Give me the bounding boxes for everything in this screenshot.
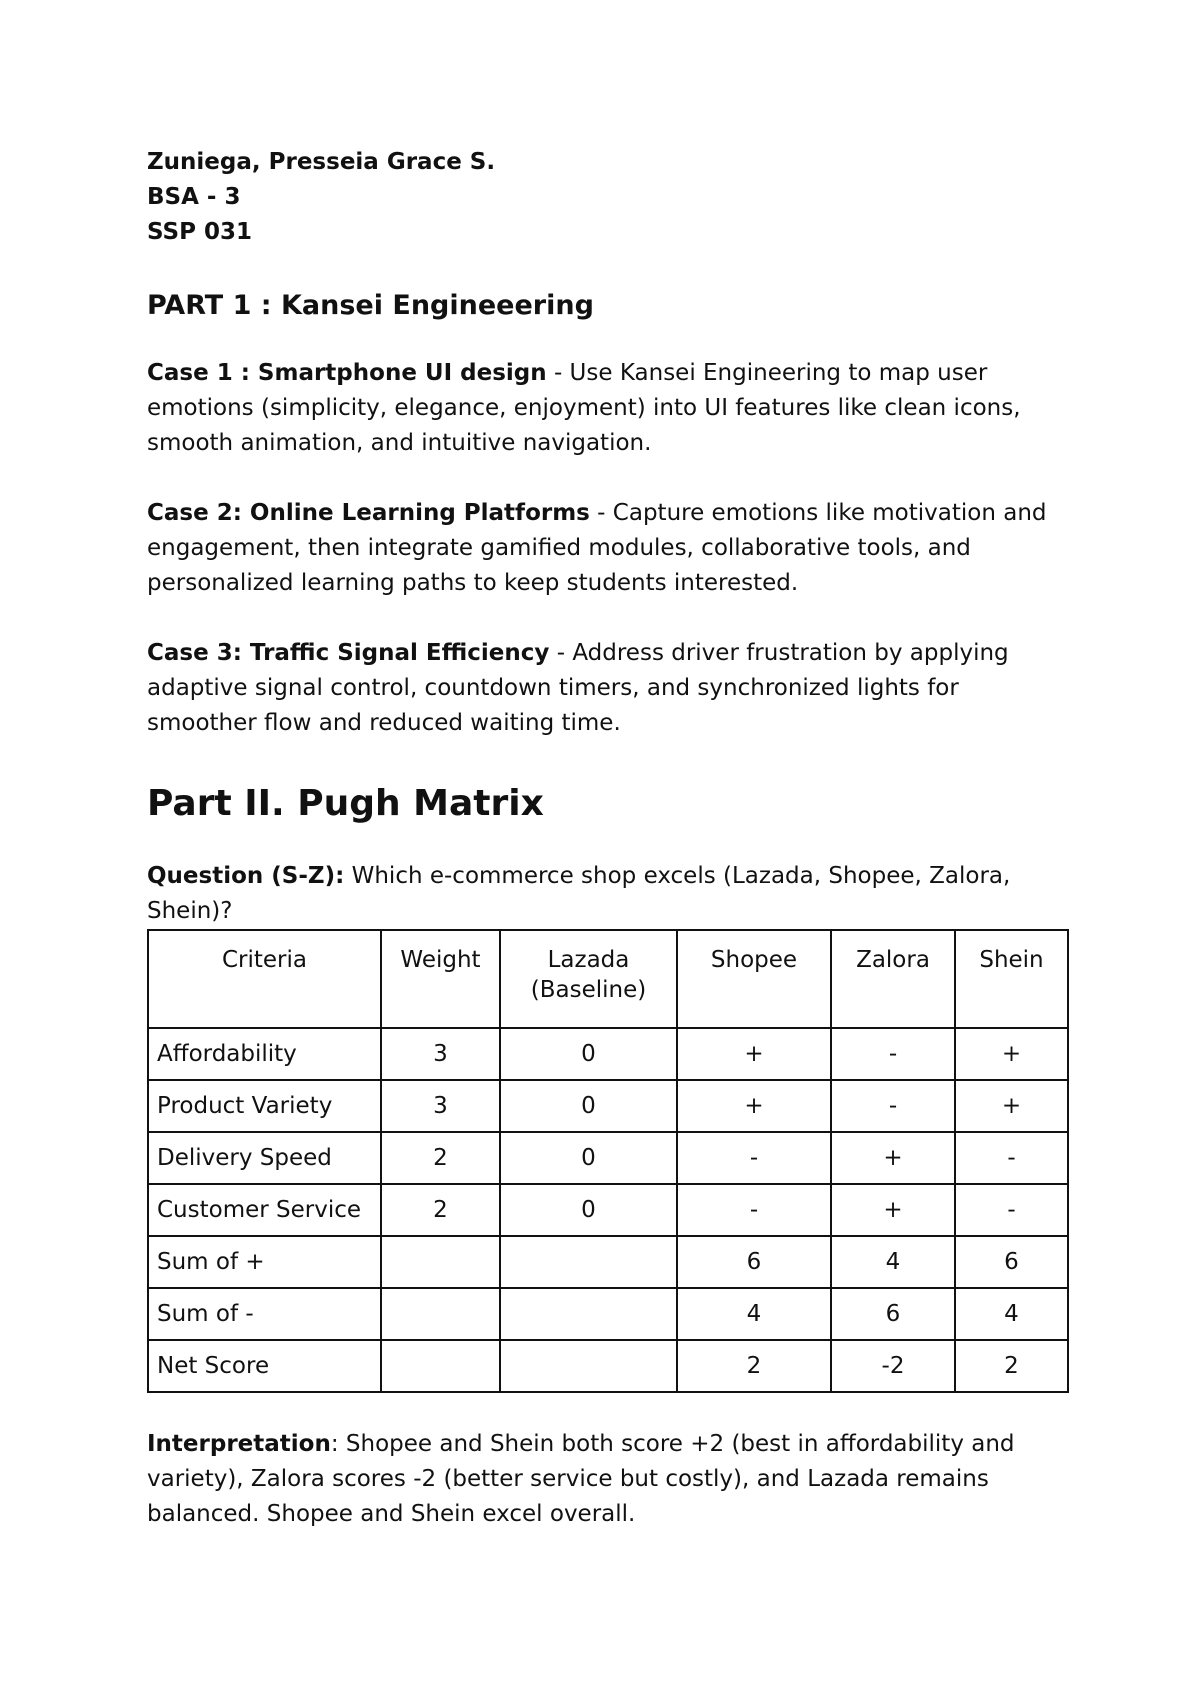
interpretation xyxy=(147,1427,1067,1532)
lazada-cell: 0 xyxy=(500,1132,677,1184)
lazada-cell xyxy=(500,1236,677,1288)
shein-cell: - xyxy=(955,1132,1068,1184)
shein-cell: + xyxy=(955,1028,1068,1080)
pugh-matrix-table xyxy=(147,929,1069,1393)
shopee-cell: + xyxy=(677,1080,831,1132)
zalora-cell: 6 xyxy=(831,1288,955,1340)
case-2-label: Case 2: Online Learning Platforms xyxy=(147,500,590,526)
shopee-cell: - xyxy=(677,1184,831,1236)
question-label: Question (S-Z): xyxy=(147,863,345,889)
shopee-cell: 2 xyxy=(677,1340,831,1392)
table-row xyxy=(148,1340,1068,1392)
zalora-cell: 4 xyxy=(831,1236,955,1288)
table-row xyxy=(148,1236,1068,1288)
shein-cell: 6 xyxy=(955,1236,1068,1288)
criteria-cell: Customer Service xyxy=(148,1184,381,1236)
weight-cell xyxy=(381,1288,500,1340)
criteria-cell: Product Variety xyxy=(148,1080,381,1132)
shopee-cell: - xyxy=(677,1132,831,1184)
case-2 xyxy=(147,496,1067,601)
case-3-text: - Address driver frustration by applying adaptive signal control, countdown timers, and synchronized lights for smoother flow and reduced waiting time. xyxy=(147,640,1009,736)
criteria-cell: Sum of + xyxy=(148,1236,381,1288)
table-row xyxy=(148,1080,1068,1132)
criteria-cell: Affordability xyxy=(148,1028,381,1080)
header-zalora: Zalora xyxy=(831,930,955,1028)
student-section: BSA - 3 xyxy=(147,184,241,210)
lazada-cell: 0 xyxy=(500,1184,677,1236)
part2-title: Part II. Pugh Matrix xyxy=(147,783,544,824)
header-lazada: Lazada (Baseline) xyxy=(500,930,677,1028)
case-3 xyxy=(147,636,1067,741)
zalora-cell: -2 xyxy=(831,1340,955,1392)
case-1-text: - Use Kansei Engineering to map user emotions (simplicity, elegance, enjoyment) into UI features like clean icons, smooth animation, and intuitive navigation. xyxy=(147,360,1021,456)
header-criteria: Criteria xyxy=(148,930,381,1028)
lazada-cell xyxy=(500,1340,677,1392)
weight-cell: 3 xyxy=(381,1080,500,1132)
part1-title: PART 1 : Kansei Engineeering xyxy=(147,290,594,321)
zalora-cell: + xyxy=(831,1184,955,1236)
zalora-cell: - xyxy=(831,1028,955,1080)
table-row xyxy=(148,1028,1068,1080)
weight-cell: 2 xyxy=(381,1184,500,1236)
case-3-label: Case 3: Traffic Signal Efficiency xyxy=(147,640,550,666)
case-2-text: - Capture emotions like motivation and engagement, then integrate gamified modules, collaborative tools, and personalized learning paths to keep students interested. xyxy=(147,500,1047,596)
criteria-cell: Delivery Speed xyxy=(148,1132,381,1184)
shein-cell: 2 xyxy=(955,1340,1068,1392)
shopee-cell: + xyxy=(677,1028,831,1080)
course-code: SSP 031 xyxy=(147,219,252,245)
shein-cell: - xyxy=(955,1184,1068,1236)
header-shein: Shein xyxy=(955,930,1068,1028)
weight-cell: 3 xyxy=(381,1028,500,1080)
zalora-cell: + xyxy=(831,1132,955,1184)
student-name: Zuniega, Presseia Grace S. xyxy=(147,149,496,175)
shopee-cell: 4 xyxy=(677,1288,831,1340)
lazada-cell: 0 xyxy=(500,1028,677,1080)
table-header-row xyxy=(148,930,1068,1028)
criteria-cell: Sum of - xyxy=(148,1288,381,1340)
table-row xyxy=(148,1132,1068,1184)
header-weight: Weight xyxy=(381,930,500,1028)
interpretation-text: : Shopee and Shein both score +2 (best in affordability and variety), Zalora scores -2 (better service but costly), and Lazada remains balanced. Shopee and Shein excel overall. xyxy=(147,1431,1015,1527)
shein-cell: 4 xyxy=(955,1288,1068,1340)
question xyxy=(147,859,1067,929)
case-1 xyxy=(147,356,1067,461)
interpretation-label: Interpretation xyxy=(147,1431,331,1457)
document-content xyxy=(147,145,1067,1532)
lazada-cell xyxy=(500,1288,677,1340)
case-1-label: Case 1 : Smartphone UI design xyxy=(147,360,547,386)
shopee-cell: 6 xyxy=(677,1236,831,1288)
lazada-cell: 0 xyxy=(500,1080,677,1132)
weight-cell: 2 xyxy=(381,1132,500,1184)
question-text: Which e-commerce shop excels (Lazada, Shopee, Zalora, Shein)? xyxy=(147,863,1011,924)
weight-cell xyxy=(381,1340,500,1392)
weight-cell xyxy=(381,1236,500,1288)
table-row xyxy=(148,1288,1068,1340)
zalora-cell: - xyxy=(831,1080,955,1132)
table-row xyxy=(148,1184,1068,1236)
shein-cell: + xyxy=(955,1080,1068,1132)
header-shopee: Shopee xyxy=(677,930,831,1028)
criteria-cell: Net Score xyxy=(148,1340,381,1392)
